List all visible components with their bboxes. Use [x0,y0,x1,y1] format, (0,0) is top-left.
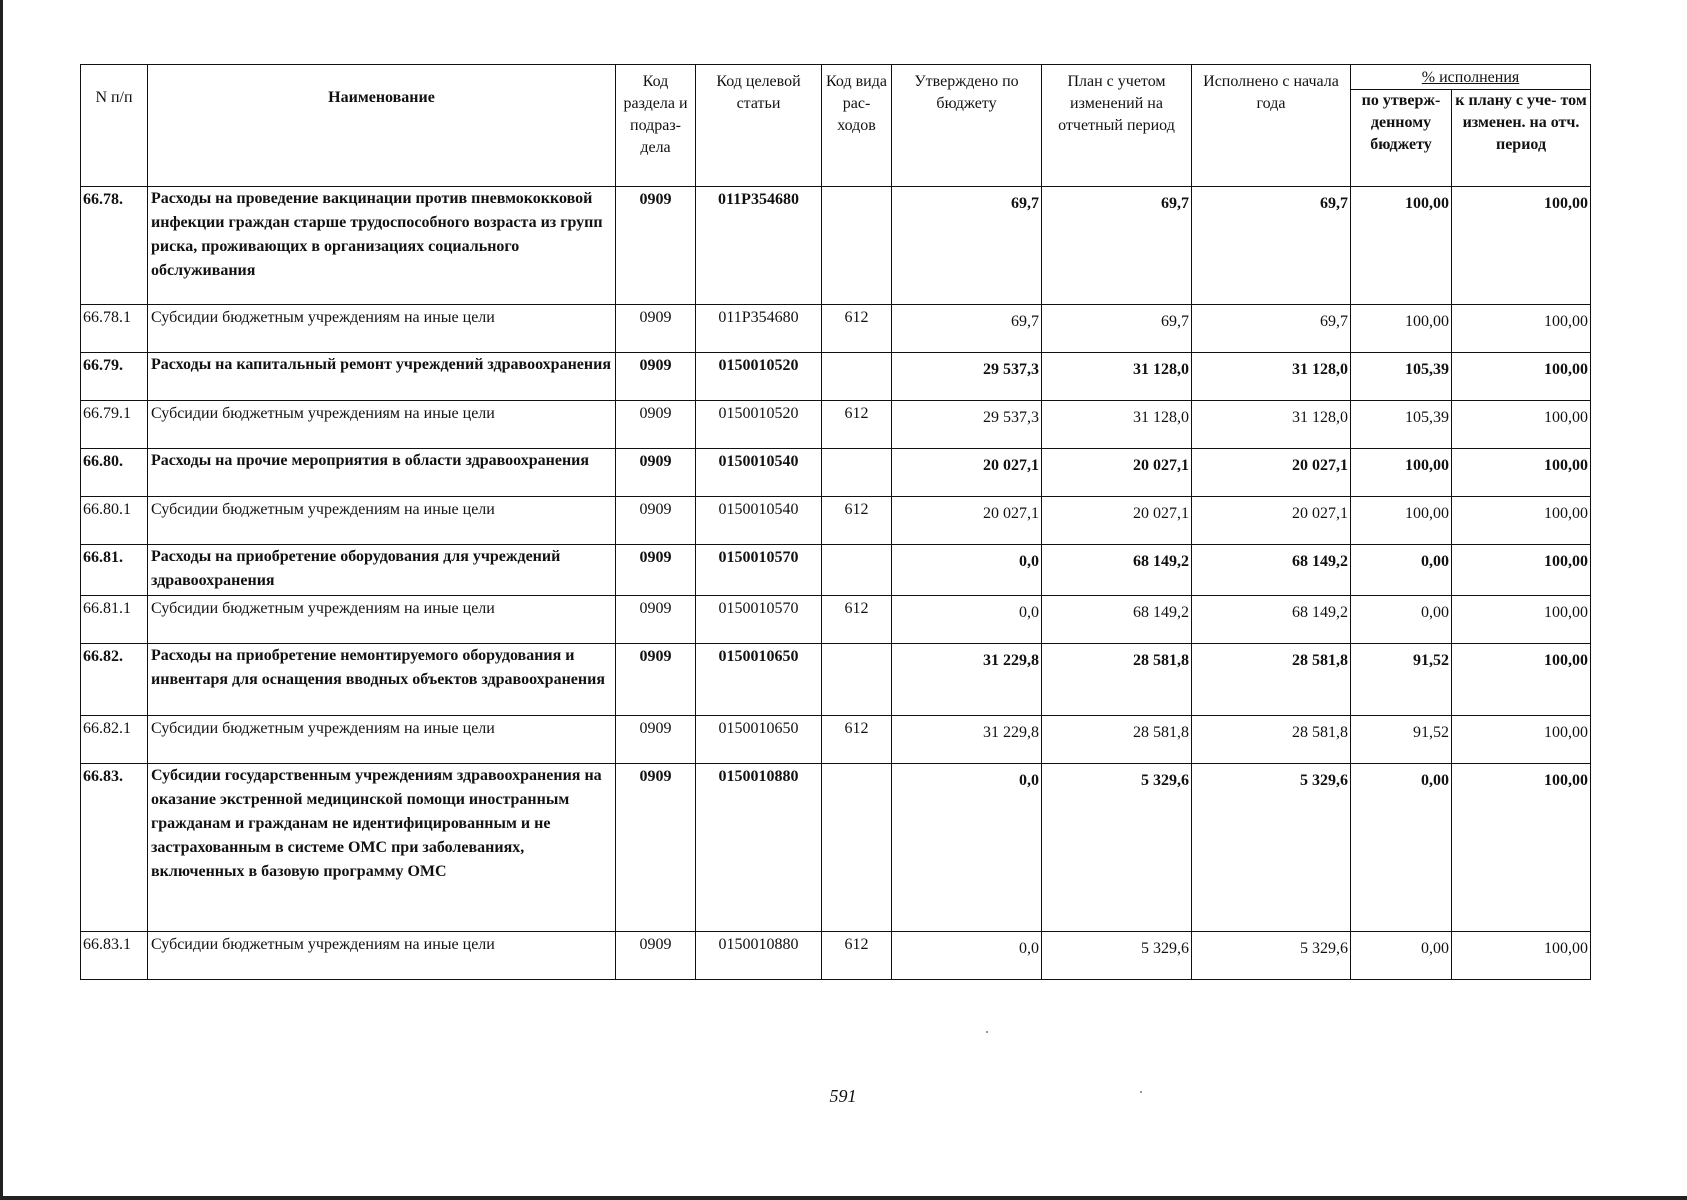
table-row [81,449,1591,497]
table-row [81,545,1591,596]
cell-section-code: 0909 [616,545,696,596]
cell-name: Субсидии бюджетным учреждениям на иные цели [148,497,616,545]
cell-executed: 28 581,8 [1192,716,1351,764]
cell-percent-plan: 100,00 [1452,497,1591,545]
cell-plan: 68 149,2 [1042,596,1192,644]
cell-plan: 31 128,0 [1042,401,1192,449]
cell-name: Субсидии бюджетным учреждениям на иные цели [148,932,616,980]
cell-percent-approved: 0,00 [1351,596,1452,644]
cell-executed: 20 027,1 [1192,449,1351,497]
cell-target-code: 0150010540 [696,497,822,545]
cell-plan: 5 329,6 [1042,932,1192,980]
cell-expense-type-code [822,187,892,305]
cell-number: 66.78.1 [81,305,148,353]
cell-executed: 5 329,6 [1192,932,1351,980]
cell-expense-type-code: 612 [822,497,892,545]
cell-approved: 31 229,8 [892,716,1042,764]
table-row [81,764,1591,932]
cell-approved: 20 027,1 [892,449,1042,497]
cell-executed: 69,7 [1192,187,1351,305]
cell-plan: 31 128,0 [1042,353,1192,401]
cell-section-code: 0909 [616,305,696,353]
cell-plan: 28 581,8 [1042,716,1192,764]
header-target-code: Код целевой статьи [696,65,822,187]
cell-percent-plan: 100,00 [1452,545,1591,596]
cell-target-code: 0150010880 [696,764,822,932]
header-section-code: Код раздела и подраз- дела [616,65,696,187]
header-percent-approved: по утверж- денному бюджету [1351,90,1452,187]
cell-section-code: 0909 [616,596,696,644]
cell-percent-approved: 105,39 [1351,353,1452,401]
cell-target-code: 011P354680 [696,305,822,353]
cell-section-code: 0909 [616,187,696,305]
cell-target-code: 011P354680 [696,187,822,305]
cell-approved: 29 537,3 [892,401,1042,449]
cell-percent-plan: 100,00 [1452,187,1591,305]
cell-percent-plan: 100,00 [1452,449,1591,497]
cell-percent-plan: 100,00 [1452,644,1591,716]
cell-approved: 29 537,3 [892,353,1042,401]
cell-percent-plan: 100,00 [1452,596,1591,644]
cell-target-code: 0150010540 [696,449,822,497]
cell-number: 66.78. [81,187,148,305]
cell-percent-approved: 100,00 [1351,305,1452,353]
cell-plan: 28 581,8 [1042,644,1192,716]
cell-percent-approved: 0,00 [1351,764,1452,932]
cell-plan: 69,7 [1042,187,1192,305]
cell-name: Расходы на проведение вакцинации против пневмококковой инфекции граждан старше трудоспособного возраста из групп риска, проживающих в организациях социального обслуживания [148,187,616,305]
cell-plan: 69,7 [1042,305,1192,353]
scan-speck [986,1031,988,1033]
cell-number: 66.81. [81,545,148,596]
header-percent-group [1351,65,1591,90]
scan-speck [1140,1091,1142,1093]
cell-name: Субсидии бюджетным учреждениям на иные цели [148,596,616,644]
table-row [81,401,1591,449]
cell-percent-approved: 100,00 [1351,497,1452,545]
cell-section-code: 0909 [616,497,696,545]
cell-section-code: 0909 [616,716,696,764]
cell-number: 66.82. [81,644,148,716]
cell-percent-approved: 105,39 [1351,401,1452,449]
cell-number: 66.79. [81,353,148,401]
cell-expense-type-code [822,764,892,932]
cell-section-code: 0909 [616,644,696,716]
cell-approved: 20 027,1 [892,497,1042,545]
cell-section-code: 0909 [616,932,696,980]
cell-plan: 20 027,1 [1042,497,1192,545]
cell-executed: 69,7 [1192,305,1351,353]
cell-approved: 31 229,8 [892,644,1042,716]
cell-approved: 0,0 [892,764,1042,932]
table-row [81,305,1591,353]
cell-number: 66.80.1 [81,497,148,545]
cell-plan: 5 329,6 [1042,764,1192,932]
cell-expense-type-code [822,644,892,716]
cell-target-code: 0150010520 [696,353,822,401]
cell-name: Расходы на капитальный ремонт учреждений здравоохранения [148,353,616,401]
table-row [81,497,1591,545]
cell-target-code: 0150010570 [696,596,822,644]
cell-section-code: 0909 [616,764,696,932]
cell-plan: 20 027,1 [1042,449,1192,497]
cell-number: 66.83. [81,764,148,932]
cell-name: Расходы на приобретение немонтируемого оборудования и инвентаря для оснащения вводных объектов здравоохранения [148,644,616,716]
table-row [81,353,1591,401]
header-approved: Утверждено по бюджету [892,65,1042,187]
cell-percent-plan: 100,00 [1452,305,1591,353]
cell-executed: 20 027,1 [1192,497,1351,545]
cell-percent-plan: 100,00 [1452,932,1591,980]
cell-expense-type-code: 612 [822,932,892,980]
cell-name: Расходы на прочие мероприятия в области здравоохранения [148,449,616,497]
cell-number: 66.80. [81,449,148,497]
cell-executed: 5 329,6 [1192,764,1351,932]
header-number: N п/п [81,65,148,187]
cell-percent-plan: 100,00 [1452,716,1591,764]
cell-percent-plan: 100,00 [1452,401,1591,449]
cell-expense-type-code [822,545,892,596]
scan-bottom-edge [0,1196,1687,1200]
cell-approved: 69,7 [892,305,1042,353]
cell-name: Субсидии бюджетным учреждениям на иные цели [148,401,616,449]
cell-approved: 0,0 [892,596,1042,644]
cell-number: 66.81.1 [81,596,148,644]
cell-target-code: 0150010570 [696,545,822,596]
table-row [81,596,1591,644]
cell-executed: 28 581,8 [1192,644,1351,716]
cell-executed: 68 149,2 [1192,596,1351,644]
scan-left-edge [0,0,3,1200]
cell-expense-type-code: 612 [822,305,892,353]
cell-percent-approved: 100,00 [1351,187,1452,305]
table-row [81,644,1591,716]
cell-percent-approved: 91,52 [1351,716,1452,764]
header-name: Наименование [148,65,616,187]
cell-percent-approved: 0,00 [1351,545,1452,596]
header-plan: План с учетом изменений на отчетный период [1042,65,1192,187]
budget-execution-table [80,64,1591,980]
cell-executed: 31 128,0 [1192,353,1351,401]
page-number: 591 [829,1086,857,1106]
cell-approved: 69,7 [892,187,1042,305]
cell-executed: 68 149,2 [1192,545,1351,596]
cell-number: 66.82.1 [81,716,148,764]
header-executed: Исполнено с начала года [1192,65,1351,187]
cell-name: Расходы на приобретение оборудования для учреждений здравоохранения [148,545,616,596]
cell-percent-approved: 91,52 [1351,644,1452,716]
cell-expense-type-code [822,449,892,497]
cell-expense-type-code: 612 [822,401,892,449]
header-expense-type-code: Код вида рас- ходов [822,65,892,187]
cell-section-code: 0909 [616,449,696,497]
cell-target-code: 0150010650 [696,716,822,764]
cell-number: 66.79.1 [81,401,148,449]
cell-target-code: 0150010650 [696,644,822,716]
cell-name: Субсидии государственным учреждениям здравоохранения на оказание экстренной медицинской помощи иностранным гражданам и гражданам не идентифицированным и не застрахованным в системе ОМС при заболеваниях, включенных в базовую программу ОМС [148,764,616,932]
cell-name: Субсидии бюджетным учреждениям на иные цели [148,305,616,353]
cell-expense-type-code: 612 [822,596,892,644]
cell-number: 66.83.1 [81,932,148,980]
cell-percent-plan: 100,00 [1452,353,1591,401]
table-row [81,187,1591,305]
cell-percent-approved: 0,00 [1351,932,1452,980]
cell-percent-plan: 100,00 [1452,764,1591,932]
cell-target-code: 0150010880 [696,932,822,980]
cell-target-code: 0150010520 [696,401,822,449]
cell-approved: 0,0 [892,545,1042,596]
cell-plan: 68 149,2 [1042,545,1192,596]
cell-name: Субсидии бюджетным учреждениям на иные цели [148,716,616,764]
cell-section-code: 0909 [616,353,696,401]
cell-percent-approved: 100,00 [1351,449,1452,497]
table-row [81,716,1591,764]
table-row [81,932,1591,980]
header-percent-title: % исполнения [1421,69,1520,86]
cell-approved: 0,0 [892,932,1042,980]
cell-expense-type-code [822,353,892,401]
cell-executed: 31 128,0 [1192,401,1351,449]
header-percent-plan: к плану с уче- том изменен. на отч. период [1452,90,1591,187]
cell-expense-type-code: 612 [822,716,892,764]
cell-section-code: 0909 [616,401,696,449]
